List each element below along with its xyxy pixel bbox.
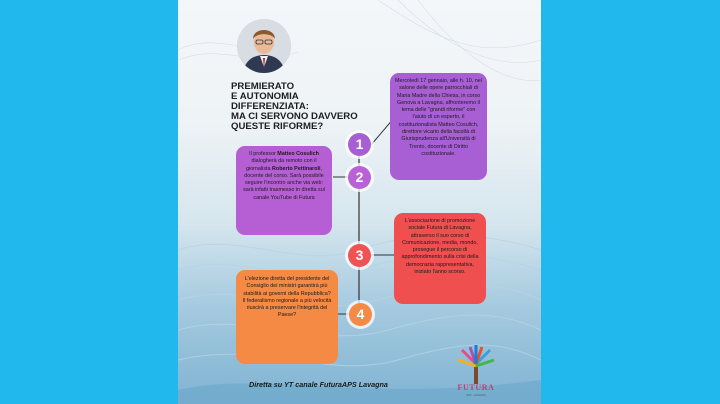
speaker-name: Matteo Cosulich [277, 151, 319, 157]
headline-line: QUESTE RIFORME? [231, 121, 324, 132]
step-1-badge: 1 [348, 133, 371, 156]
step-1-card [390, 73, 487, 180]
step-2-text-b: dialogherà da remoto con il giornalista [245, 158, 317, 172]
headline-line: MA CI SERVONO DAVVERO [231, 111, 358, 122]
headline-line: DIFFERENZIATA: [231, 101, 309, 112]
logo-subtitle: APS · LAVAGNA [466, 394, 486, 397]
speaker-portrait [237, 19, 291, 73]
step-3-text: L'associazione di promozione sociale Futura di Lavagna, attraverso il suo corso di Comunicazione, media, mondo, prosegue il percorso di approfondimento sulla crisi della democrazia rappresentativa, iniziato l'anno scorso. [401, 218, 479, 276]
logo-tree-icon [446, 344, 506, 384]
step-2-card [236, 146, 332, 235]
step-2-text-c: , docente del corso. Sarà possibile seguire l'incontro anche via web: sarà infatti trasmesso in diretta sul canale YouTube di Futura [243, 165, 325, 201]
headline [231, 82, 361, 132]
step-2-badge: 2 [348, 166, 371, 189]
step-2-text-a: Il professor [249, 151, 278, 157]
headline-line: PREMIERATO [231, 81, 295, 92]
futura-logo [446, 344, 506, 400]
step-4-badge: 4 [349, 303, 372, 326]
footer-text: Diretta su YT canale FuturaAPS Lavagna [249, 380, 388, 389]
poster [178, 0, 541, 404]
step-3-card [394, 213, 486, 304]
journalist-name: Roberto Pettinaroli [272, 165, 321, 172]
step-4-card [236, 270, 338, 364]
logo-name: FUTURA [457, 383, 495, 392]
step-4-question-1: L'elezione diretta del presidente del Consiglio dei ministri garantirà più stabilità ai governi della Repubblica? [243, 276, 331, 297]
step-4-question-2: Il federalismo regionale a più velocità riuscirà a preservare l'integrità del Paese? [242, 297, 332, 319]
headline-line: E AUTONOMIA [231, 91, 299, 102]
step-3-badge: 3 [348, 244, 371, 267]
step-1-text: Mercoledì 17 gennaio, alle h. 10, nel salone delle opere parrocchiali di Maria Madre della Chiesa, in corso Genova a Lavagna, affronteremo il tema delle "grandi riforme" con l'aiuto di un esperto, il costituzionalista Matteo Cosulich, direttore vicario della facoltà di Giurisprudenza all'Università di Trento, docente di Diritto costituzionale. [395, 78, 482, 157]
